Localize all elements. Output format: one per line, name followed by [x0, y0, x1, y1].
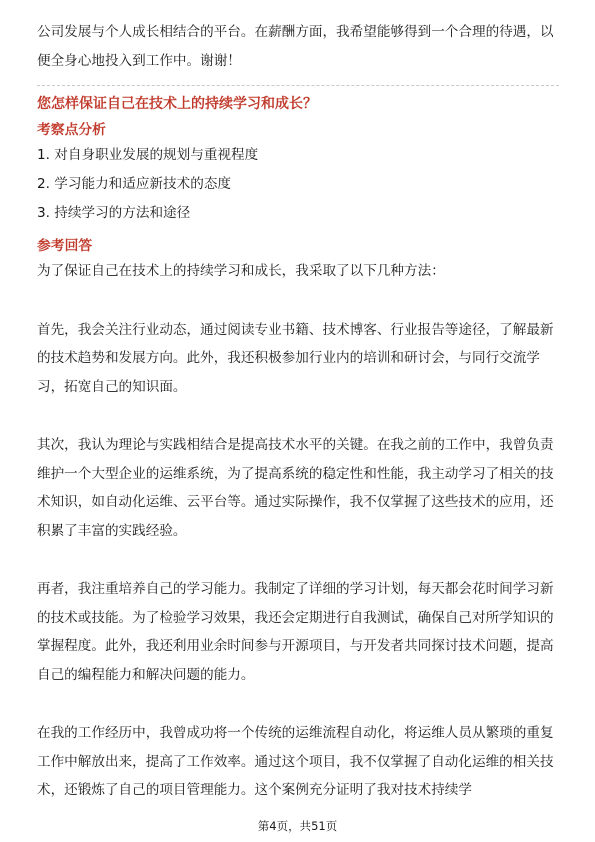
answer-paragraph: 再者，我注重培养自己的学习能力。我制定了详细的学习计划，每天都会花时间学习新的技术或技能。为了检验学习效果，我还会定期进行自我测试，确保自己对所学知识的掌握程度。此外，我还利用业余时间参与开源项目，与开发者共同探讨技术问题，提高自己的编程能力和解决问题的能力。	[37, 581, 554, 683]
analysis-item: 3. 持续学习的方法和途径	[37, 205, 191, 221]
answer-paragraph: 其次，我认为理论与实践相结合是提高技术水平的关键。在我之前的工作中，我曾负责维护一个大型企业的运维系统，为了提高系统的稳定性和性能，我主动学习了相关的技术知识，如自动化运维、云平台等。通过实际操作，我不仅掌握了这些技术的应用，还积累了丰富的实践经验。	[37, 437, 554, 539]
page-number-footer: 第4页，共51页	[257, 819, 338, 833]
section-divider	[37, 85, 559, 86]
analysis-item: 1. 对自身职业发展的规划与重视程度	[37, 147, 259, 163]
paragraph-gap	[37, 286, 559, 316]
answer-title: 参考回答	[37, 238, 93, 254]
answer-paragraph: 在我的工作经历中，我曾成功将一个传统的运维流程自动化，将运维人员从繁琐的重复工作中解放出来，提高了工作效率。通过这个项目，我不仅掌握了自动化运维的相关技术，还锻炼了自己的项目管理能力。这个案例充分证明了我对技术持续学	[37, 725, 554, 798]
answer-paragraph: 首先，我会关注行业动态，通过阅读专业书籍、技术博客、行业报告等途径，了解最新的技术趋势和发展方向。此外，我还积极参加行业内的培训和研讨会，与同行交流学习，拓宽自己的知识面。	[37, 321, 554, 395]
answer-lead: 为了保证自己在技术上的持续学习和成长，我采取了以下几种方法：	[37, 263, 445, 279]
paragraph-gap	[37, 545, 559, 575]
question-heading: 您怎样保证自己在技术上的持续学习和成长？	[37, 96, 317, 112]
analysis-item: 2. 学习能力和适应新技术的态度	[37, 176, 232, 192]
page-content	[37, 18, 559, 805]
analysis-title: 考察点分析	[37, 122, 106, 138]
paragraph-gap	[37, 401, 559, 431]
paragraph-gap	[37, 689, 559, 719]
intro-paragraph: 公司发展与个人成长相结合的平台。在薪酬方面，我希望能够得到一个合理的待遇，以便全身心地投入到工作中。谢谢！	[37, 24, 554, 69]
